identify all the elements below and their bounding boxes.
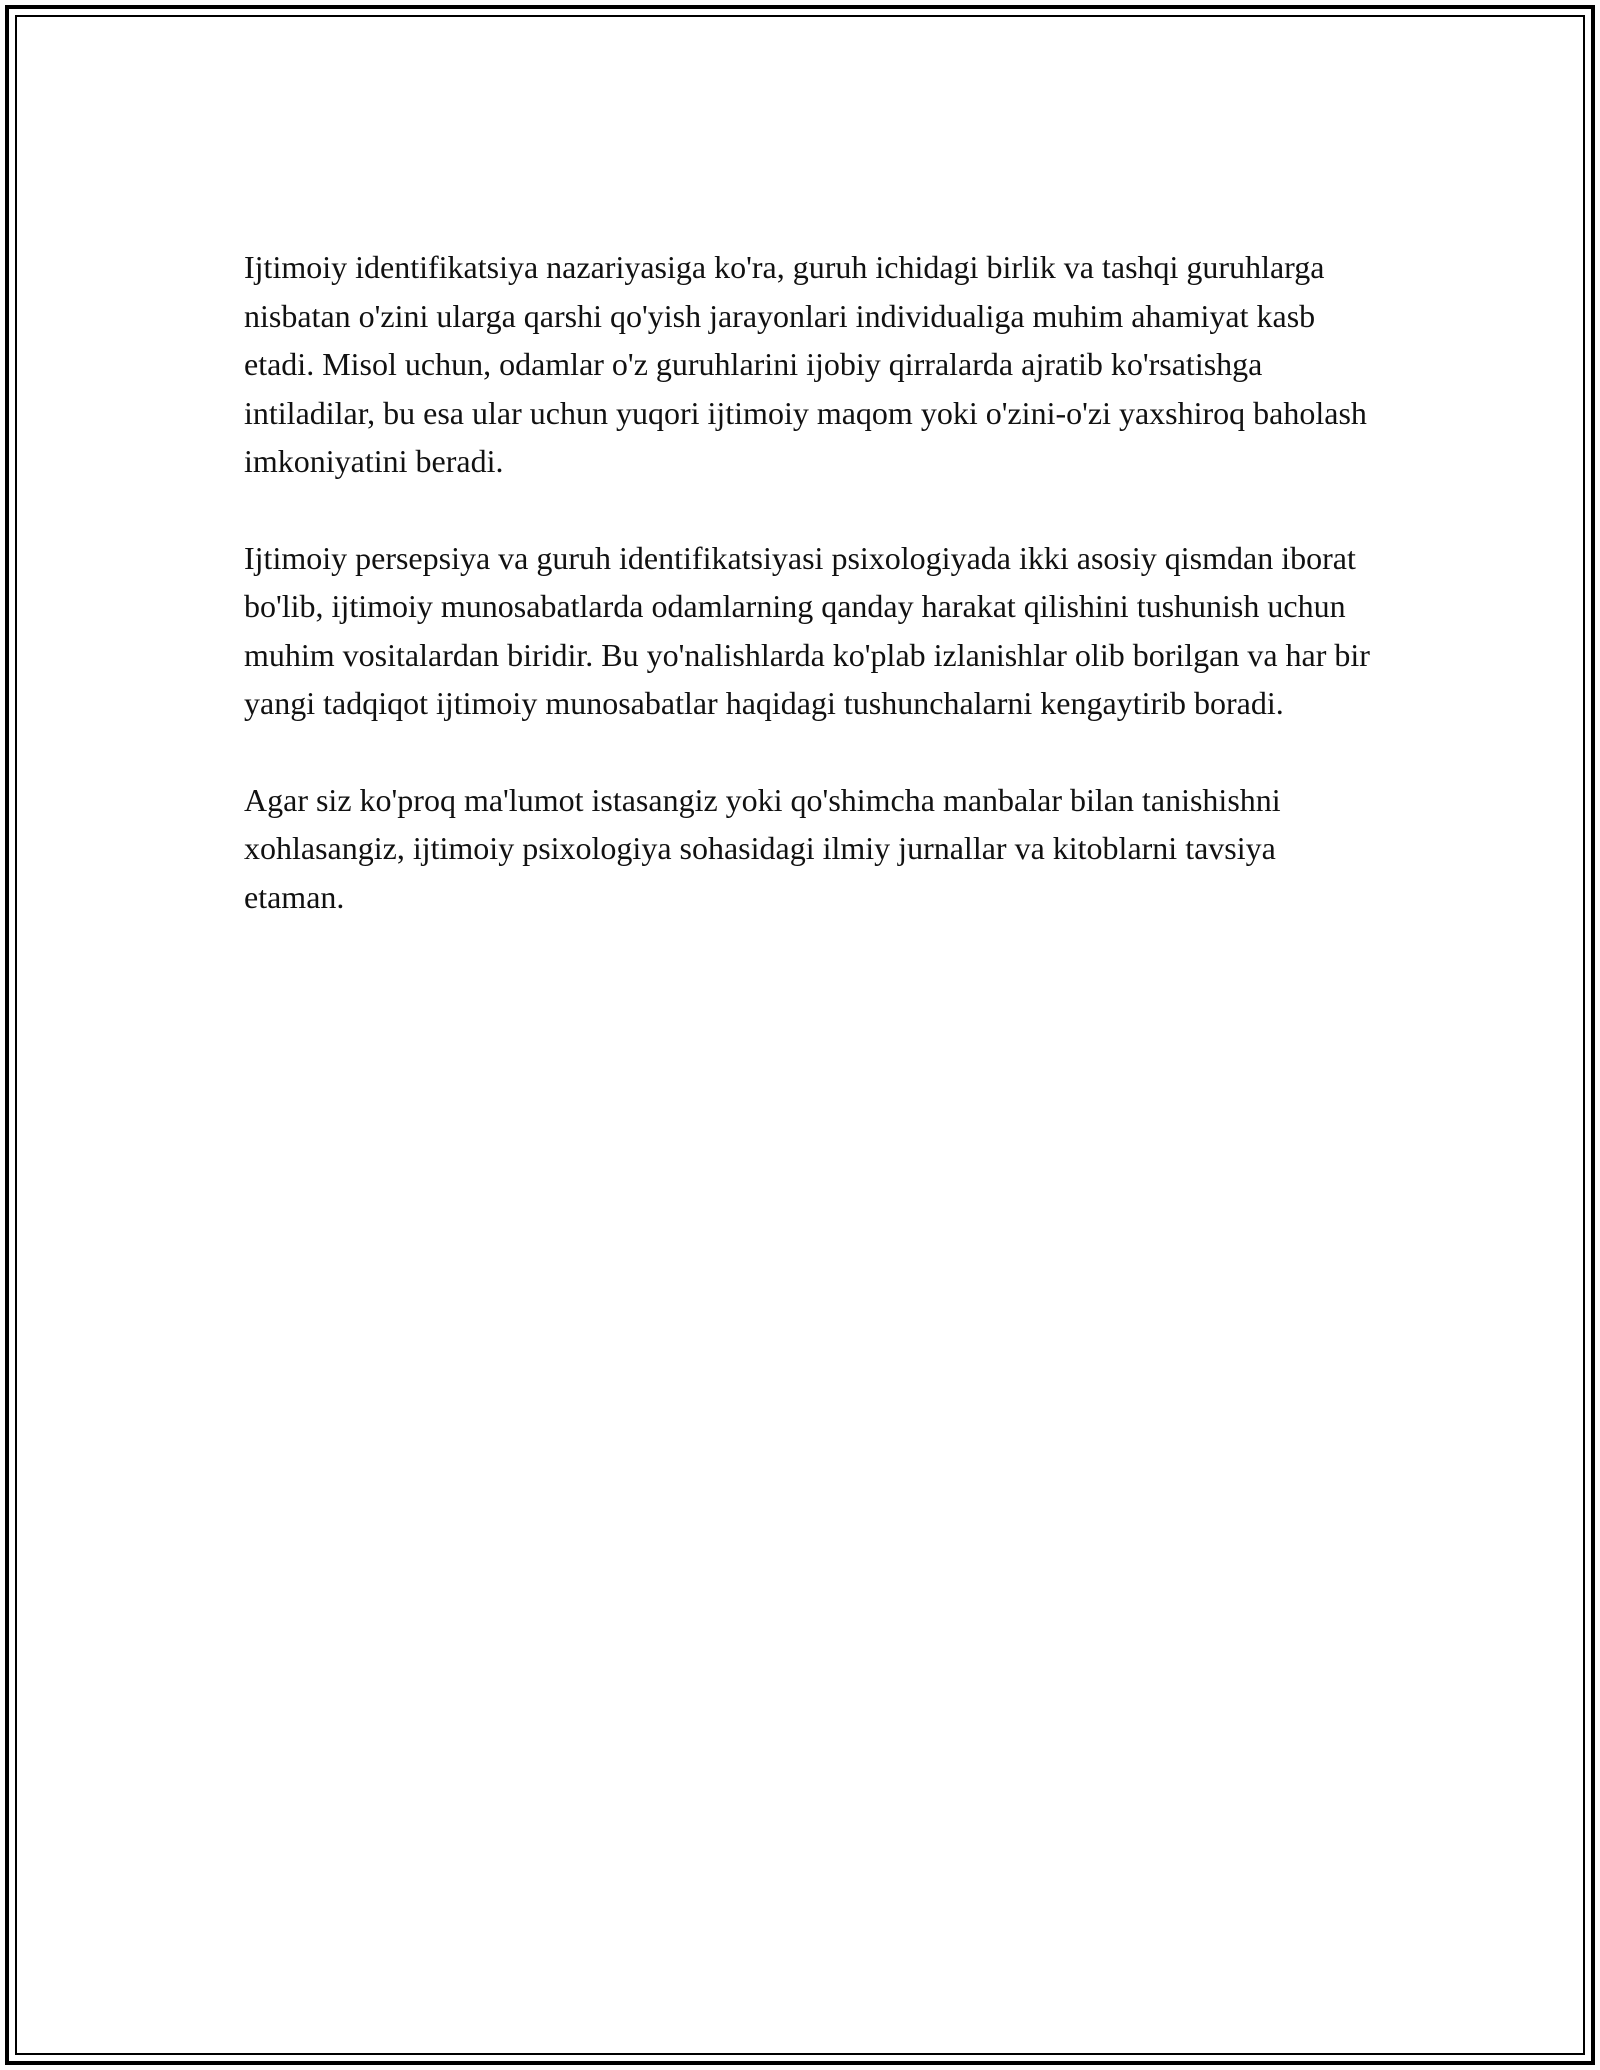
page-frame (5, 5, 1595, 2065)
paragraph-2: Ijtimoiy persepsiya va guruh identifikatsiyasi psixologiyada ikki asosiy qismdan iborat bo'lib, ijtimoiy munosabatlarda odamlarning qanday harakat qilishini tushunish uchun muhim vositalardan biridir. Bu yo'nalishlarda ko'plab izlanishlar olib borilgan va har bir yangi tadqiqot ijtimoiy munosabatlar haqidagi tushunchalarni kengaytirib boradi. (244, 539, 1370, 721)
paragraph-3: Agar siz ko'proq ma'lumot istasangiz yoki qo'shimcha manbalar bilan tanishishni xohlasangiz, ijtimoiy psixologiya sohasidagi ilmiy jurnallar va kitoblarni tavsiya etaman. (244, 781, 1281, 915)
paragraph-1: Ijtimoiy identifikatsiya nazariyasiga ko'ra, guruh ichidagi birlik va tashqi guruhlarga nisbatan o'zini ularga qarshi qo'yish jarayonlari individualiga muhim ahamiyat kasb etadi. Misol uchun, odamlar o'z guruhlarini ijobiy qirralarda ajratib ko'rsatishga intiladilar, bu esa ular uchun yuqori ijtimoiy maqom yoki o'zini-o'zi yaxshiroq baholash imkoniyatini beradi. (244, 249, 1367, 479)
document-body (244, 243, 1384, 969)
